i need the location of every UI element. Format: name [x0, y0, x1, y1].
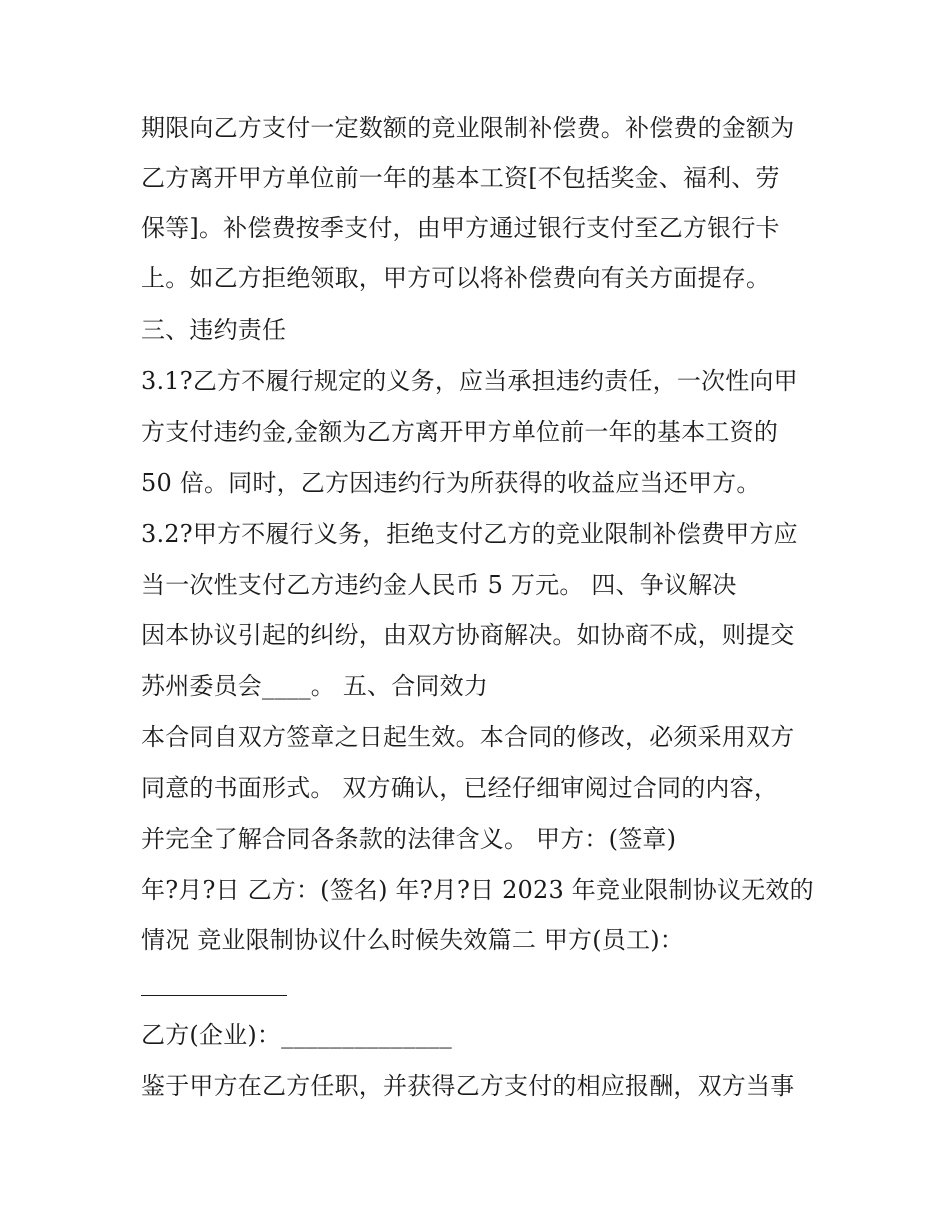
- text-line: 苏州委员会____。 五、合同效力: [141, 672, 489, 700]
- text-line: 50 倍。同时，乙方因违约行为所获得的收益应当还甲方。: [141, 469, 761, 497]
- text-line: 因本协议引起的纠纷，由双方协商解决。如协商不成，则提交: [141, 621, 795, 649]
- text-line: 本合同自双方签章之日起生效。本合同的修改，必须采用双方: [141, 723, 795, 751]
- text-line: 方支付违约金,金额为乙方离开甲方单位前一年的基本工资的: [141, 418, 779, 446]
- text-line: 保等]。补偿费按季支付，由甲方通过银行支付至乙方银行卡: [141, 214, 780, 242]
- text-line: 乙方(企业)：______________: [141, 1021, 452, 1049]
- text-line: 鉴于甲方在乙方任职，并获得乙方支付的相应报酬，双方当事: [141, 1072, 795, 1100]
- text-line: 同意的书面形式。 双方确认，已经仔细审阅过合同的内容，: [141, 774, 779, 802]
- text-line: 情况 竞业限制协议什么时候失效篇二 甲方(员工)：: [141, 926, 684, 954]
- text-line: 乙方离开甲方单位前一年的基本工资[不包括奖金、福利、劳: [141, 164, 780, 192]
- text-line: 当一次性支付乙方违约金人民币 5 万元。 四、争议解决: [141, 571, 737, 599]
- text-line: 并完全了解合同各条款的法律含义。 甲方：(签章): [141, 825, 677, 853]
- section-heading: 三、违约责任: [141, 316, 287, 344]
- text-line: 期限向乙方支付一定数额的竞业限制补偿费。补偿费的金额为: [141, 114, 795, 142]
- text-line: 3.1?乙方不履行规定的义务，应当承担违约责任，一次性向甲: [141, 367, 798, 395]
- text-line: 3.2?甲方不履行义务，拒绝支付乙方的竞业限制补偿费甲方应: [141, 520, 798, 548]
- signature-blank-line: [141, 995, 287, 996]
- text-line: 年?月?日 乙方：(签名) 年?月?日 2023 年竞业限制协议无效的: [141, 876, 814, 904]
- text-line: 上。如乙方拒绝领取，甲方可以将补偿费向有关方面提存。: [141, 264, 771, 292]
